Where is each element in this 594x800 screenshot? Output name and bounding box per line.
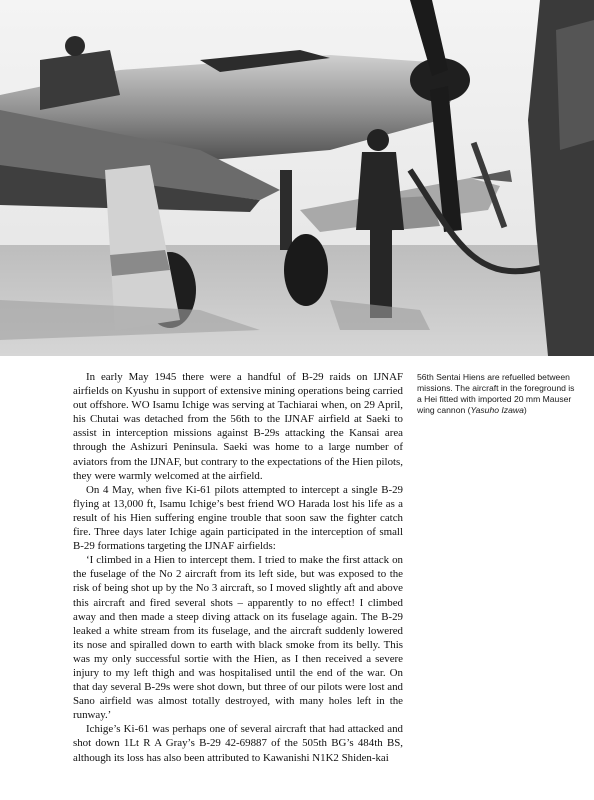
aircraft-photo-icon (0, 0, 594, 356)
article-paragraph: In early May 1945 there were a handful of B-29 raids on IJNAF airfields on Kyushu in support of extensive mining operations being carried out offshore. WO Isamu Ichige was serving at Tachiarai when, on 29 April, his Chutai was detached from the 56th to the IJNAF airfield at Saeki to assist in interception missions against B-29s attacking the Kansai area through the Ashizuri Peninsula. Saeki was home to a large number of aviators from the IJNAF, but contrary to the expectations of the Hien pilots, they were warmly welcomed at the airfield. (73, 371, 404, 482)
caption-credit: Yasuho Izawa (470, 405, 524, 415)
caption-close: ) (523, 405, 527, 415)
article-body (73, 370, 403, 765)
photo-caption (417, 372, 577, 416)
article-paragraph: ‘I climbed in a Hien to intercept them. I tried to make the first attack on the fuselage of the No 2 aircraft from its left side, but was exposed to the risk of being shot up by the No 3 aircraft, so I moved slightly aft and above this aircraft and fired several shots – apparently to no effect! I climbed away and then made a steep diving attack on its fuselage again. The B-29 leaked a white stream from its fuselage, and the aircraft suddenly lowered its nose and spiralled down to earth with black smoke from its belly. This was my only successful sortie with the Hien, as I then received a severe injury to my left thigh and was hospitalised until the end of the war. On that day several B-29s were shot down, but three of our pilots were lost and Sano airfield was almost totally destroyed, with many holes left in the runway.’ (73, 554, 403, 722)
article-paragraph: Ichige’s Ki-61 was perhaps one of several aircraft that had attacked and shot down 1Lt R A Gray’s B-29 42-69887 of the 505th BG’s 484th BS, although its loss has also been attributed to Kawanishi N1K2 Shiden-kai (73, 723, 403, 764)
article-paragraph: On 4 May, when five Ki-61 pilots attempted to intercept a single B-29 flying at 13,000 ft, Isamu Ichige’s best friend WO Harada lost his life as a result of his Hien suffering engine trouble that soon saw the fighter catch fire. Three days later Ichige again participated in the interception of small B-29 formations targeting the IJNAF airfields: (73, 483, 403, 553)
caption-text: 56th Sentai Hiens are refuelled between missions. The aircraft in the foreground is a Hei fitted with imported 20 mm Mauser wing cannon ( (417, 372, 575, 415)
aircraft-photo (0, 0, 594, 356)
